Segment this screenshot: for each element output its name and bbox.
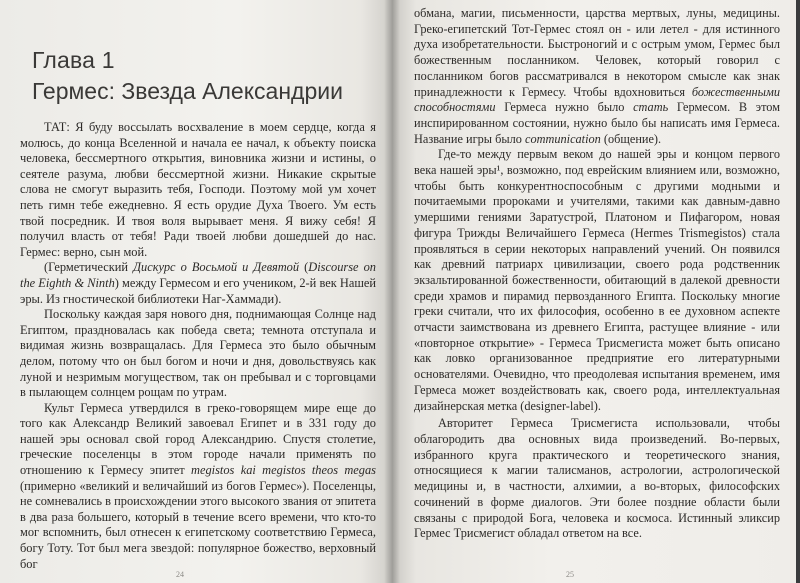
italic-phrase: божественными способностями [414,84,780,115]
page-number: 25 [566,570,574,579]
text-run: Гермеса нужно было [495,100,634,115]
body-paragraph: Поскольку каждая заря нового дня, поднимающая Солнце над Египтом, праздновалась как победа света; темнота отступала и видимая жизнь возвращалась. Для Гермеса это было обычным делом, потому что он был богом и ночи и дня, довольствуясь как луной и незримым могуществом, так он пребывал и с торговцами в пылающем солнцем рощам по утрам. [20,307,376,400]
italic-word: стать [633,100,669,115]
body-paragraph: Где-то между первым веком до нашей эры и концом первого века нашей эры¹, возможно, под еврейским влиянием или, возможно, чтобы быть конкурентноспособным с другими модными и почитаемыми пророками и учителями, такими как давным-давно умершими гениями Заратустрой, Платоном и Пифагором, новая фигура Трижды Величайшего Гермеса (Hermes Trismegistos) стала проявляться в серии некоторых направлений учений. Он появился как древний патриарх цивилизации, своего рода родственник экзальтированной божественности, обитающий в далекой древности среди храмов и пирамид первозданного Египта. Поскольку многие греки считали, что их философия, особенно в ее духовном аспекте отчасти заимствована из древнего Египта, растущее влияние - или «повторное открытие» - Гермеса Трисмегиста может быть описано как ловко организованное предприятие его литературными основателями. Очевидно, что преодолевая испытания временем, имя Гермеса может воздействовать как, своего рода, интеллектуальная дизайнерская метка (designer-label). [414,147,780,413]
text-run: Культ Гермеса утвердился в греко-говорящем мире еще до того как Александр Великий завоевал Египет и в 331 году до нашей эры основал свой город Александрию. Спустя столетие, греческие поселенцы в этом городе начали применять по отношению к Гермесу эпитет [20,400,376,478]
epigraph-paragraph: ТАТ: Я буду воссылать восхваление в моем сердце, когда я молюсь, до конца Вселенной и начала ее начал, к объекту поиска человека, бессмертного открытия, виновника жизни и истины, о сеятеле разума, любви бессмертной жизни. Никакие скрытые слова не смогут выразить тебя, Господи. Поэтому мой ум хочет петь гимн тебе ежедневно. Я есть орудие Духа Твоего. Ум есть твой посредник. И твоя воля вырывает меня. Я вижу себя! Я получил власть от тебя! Ради твоей любви дошедшей до нас. Гермес: верно, сын мой. [20,120,376,259]
body-paragraph [20,401,376,573]
text-run: (общение). [600,131,662,146]
text-run: ( [299,260,309,275]
italic-epithet: megistos kai megistos theos megas [191,463,377,478]
chapter-subtitle: Гермес: Звезда Александрии [32,78,343,104]
text-run: обмана, магии, письменности, царства мертвых, луны, медицины. Греко-египетский Тот-Гермес стоял он - или летел - для истинного духа изобретательности. Быстроногий и с острым умом, Гермес был божественным посланником. Человек, который говорил с посланником богов рассматривался в некотором смысле как знак принадлежности к Гермесу. Чтобы вдохновиться [414,6,780,99]
body-paragraph: Авторитет Гермеса Трисмегиста использовали, чтобы облагородить два основных вида произведений. Во-первых, избранного круга практического и теоретического знания, относящиеся к магии талисманов, астрологии, астрологической медицины и, в частности, алхимии, а во-вторых, философских сочинений в форме диалогов. Эти более поздние области были связаны с природой Бога, человека и космоса. Истинный эликсир Гермес Трисмегист обладал ответом на все. [414,416,780,541]
italic-title-en: Discourse on the Eighth & Ninth [20,260,376,290]
left-page [0,0,392,583]
italic-title: Дискурс о Восьмой и Девятой [133,260,300,275]
text-run: (примерно «великий и величайший из богов Гермес»). Поселенцы, не сомневались в происхождении этого высокого звания от эпитета в два раза большего, который в течение всего времени, что кто-то мог вспомнить, был отнесен к египетскому соответствию Гермеса, богу Тоту. Тот был мега звездой: популярное божество, верховный бог [20,478,376,571]
page-number: 24 [176,570,184,579]
right-page [392,0,796,583]
body-paragraph [414,6,780,147]
chapter-title: Глава 1 [32,47,115,73]
italic-word-en: communication [524,131,601,146]
book-gutter [384,0,400,583]
text-run: Гермесом. В этом инспирированном состоянии, нужно было бы написать имя Гермеса. Название игры было [414,100,780,146]
text-run: ) между Гермесом и его учеником, 2-й век Нашей эры. Из гностической библиотеки Наг-Хаммади). [20,275,376,306]
epigraph-source [20,260,376,307]
text-run: (Герметический [44,260,134,275]
